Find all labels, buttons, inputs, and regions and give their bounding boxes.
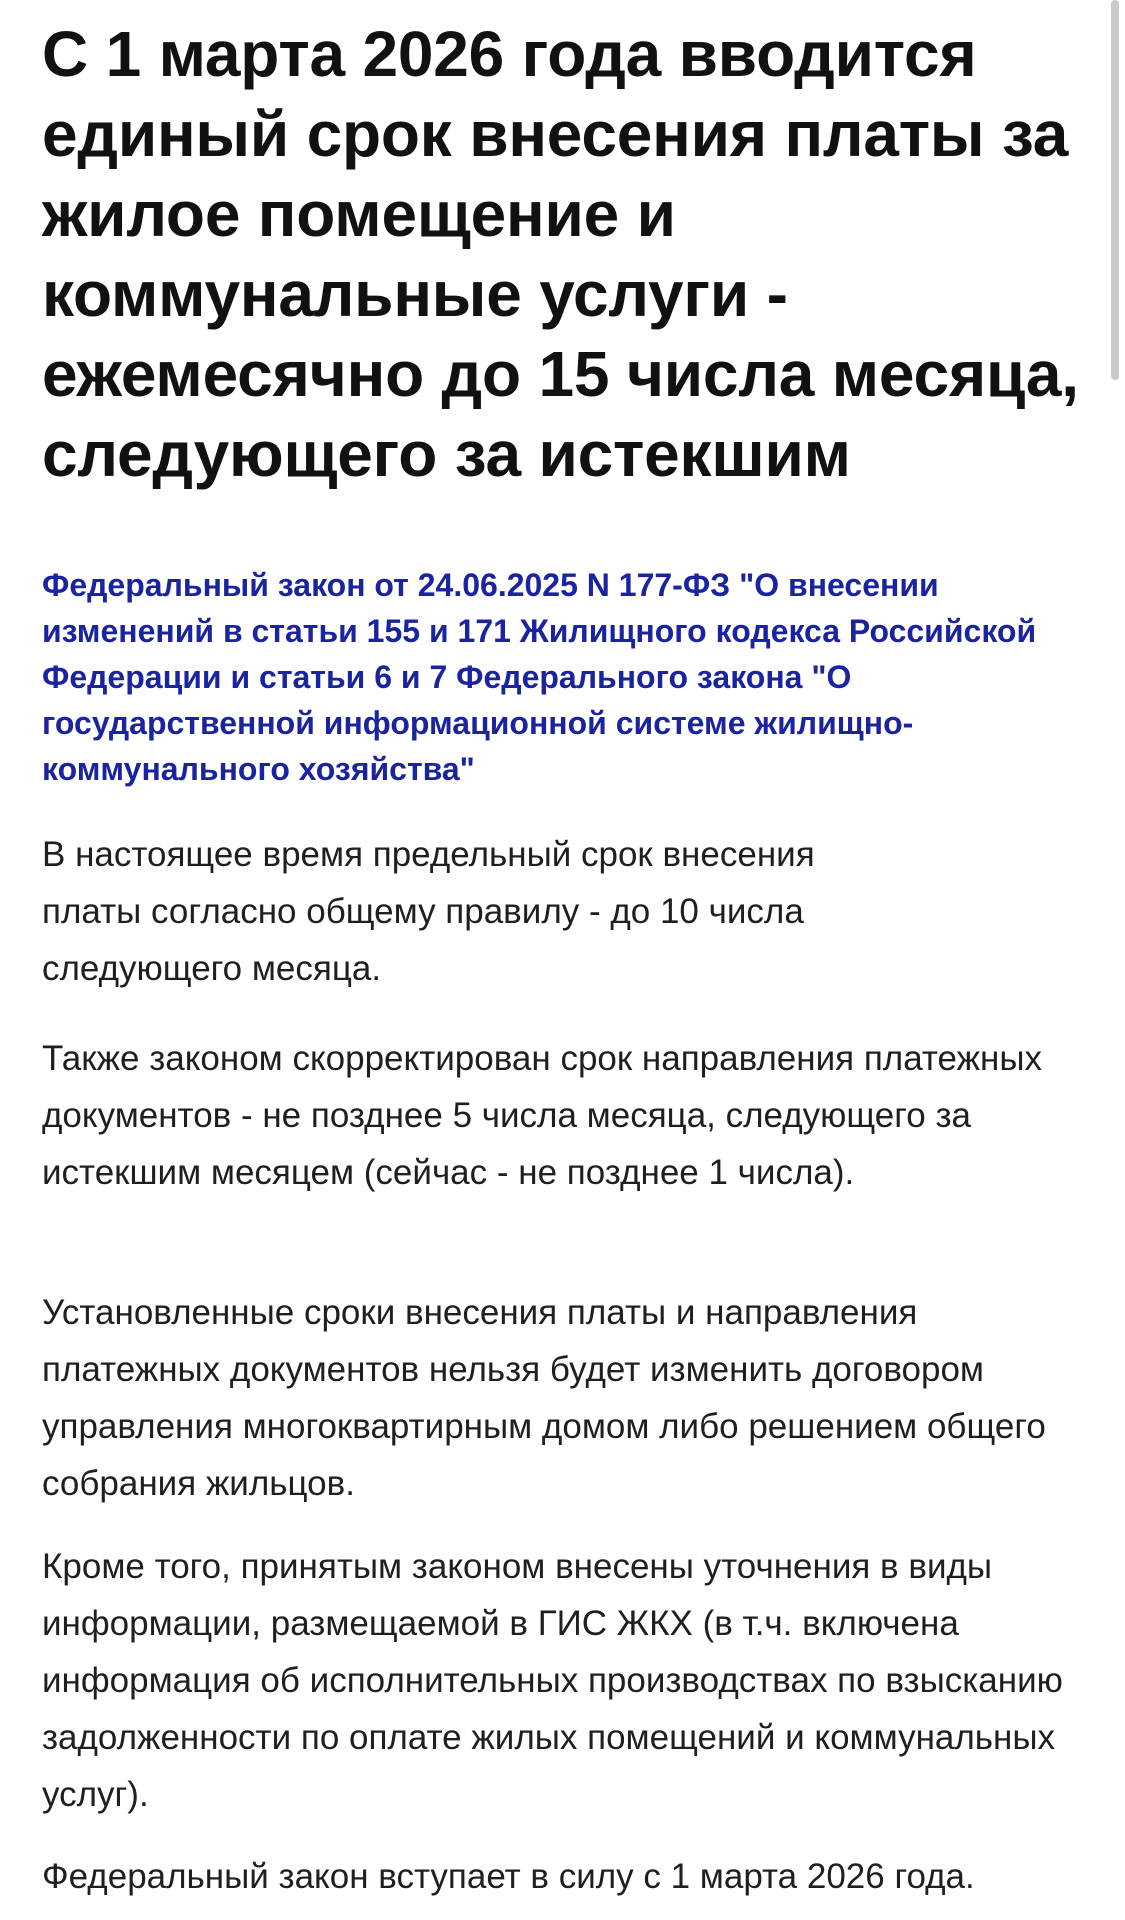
scrollbar[interactable] — [1111, 0, 1119, 380]
article-headline: С 1 марта 2026 года вводится единый срок внесения платы за жилое помещение и коммунальные услуги - ежемесячно до 15 числа месяца, следующего за истекшим — [42, 18, 1079, 490]
paragraph-gis-zhkh: Кроме того, принятым законом внесены уточнения в виды информации, размещаемой в ГИС ЖКХ (в т.ч. включена информация об исполнительных производствах по взысканию задолженности по оплате жилых помещений и коммунальных услуг). — [42, 1547, 1063, 1814]
paragraph-effective-date: Федеральный закон вступает в силу с 1 марта 2026 года. — [42, 1857, 975, 1896]
paragraph-current-deadline: В настоящее время предельный срок внесения платы согласно общему правилу - до 10 числа следующего месяца. — [42, 835, 815, 988]
paragraph-payment-documents: Также законом скорректирован срок направления платежных документов - не позднее 5 числа месяца, следующего за истекшим месяцем (сейчас - не позднее 1 числа). — [42, 1039, 1043, 1192]
federal-law-link[interactable]: Федеральный закон от 24.06.2025 N 177-ФЗ "О внесении изменений в статьи 155 и 171 Жилищного кодекса Российской Федерации и статьи 6 и 7 Федерального закона "О государственной информационной системе жилищно-коммунального хозяйства" — [42, 567, 1037, 787]
paragraph-deadlines-fixed: Установленные сроки внесения платы и направления платежных документов нельзя будет изменить договором управления многоквартирным домом либо решением общего собрания жильцов. — [42, 1293, 1046, 1503]
